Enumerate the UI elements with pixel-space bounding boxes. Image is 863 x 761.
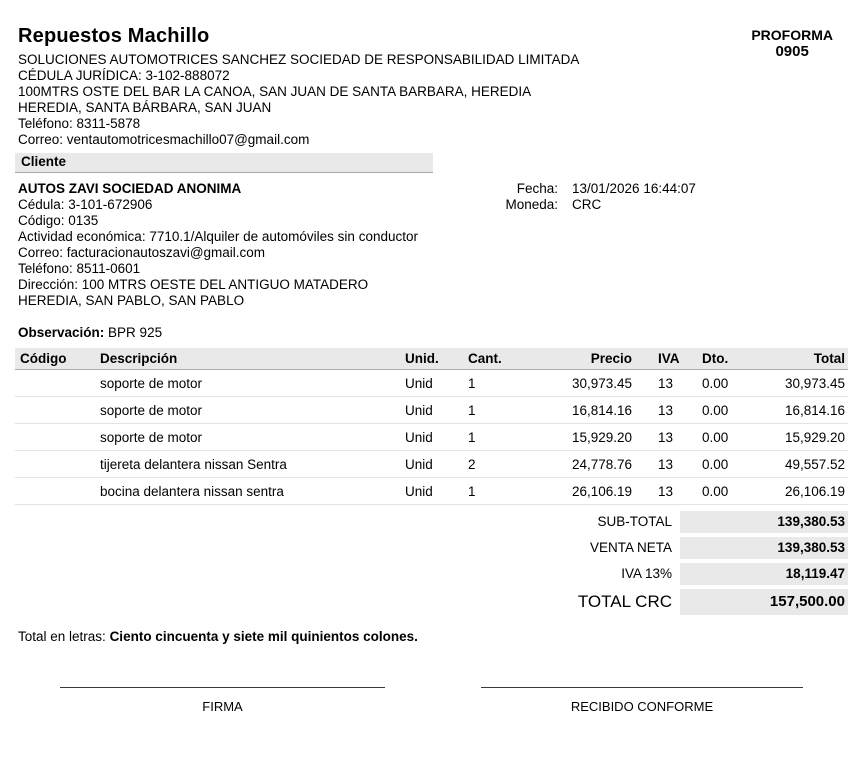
- firma-signature-line: [60, 668, 385, 688]
- subtotal-label: SUB-TOTAL: [597, 514, 672, 529]
- col-header-dto: Dto.: [702, 351, 729, 366]
- cell-dto: 0.00: [702, 402, 729, 418]
- cell-descripcion: tijereta delantera nissan Sentra: [100, 456, 287, 472]
- table-row: [15, 397, 848, 424]
- items-table: [15, 348, 848, 505]
- client-name: AUTOS ZAVI SOCIEDAD ANONIMA: [18, 181, 242, 196]
- signatures-section: [0, 668, 863, 714]
- recibido-conforme-label: RECIBIDO CONFORME: [570, 699, 714, 714]
- cell-descripcion: soporte de motor: [100, 375, 203, 391]
- proforma-box: [751, 25, 833, 148]
- observacion-value: BPR 925: [108, 325, 163, 340]
- iva-row: [15, 563, 848, 585]
- cell-iva: 13: [658, 429, 674, 445]
- cell-cant: 2: [468, 456, 476, 472]
- col-header-cant: Cant.: [468, 351, 502, 366]
- cell-cant: 1: [468, 483, 476, 499]
- cell-total: 49,557.52: [784, 456, 845, 472]
- subtotal-row: [15, 511, 848, 533]
- recibido-conforme-signature-block: [481, 668, 803, 714]
- col-header-iva: IVA: [658, 351, 680, 366]
- cell-descripcion: soporte de motor: [100, 429, 203, 445]
- firma-signature-block: [60, 668, 385, 714]
- client-codigo: Código: 0135: [18, 213, 99, 228]
- cell-iva: 13: [658, 483, 674, 499]
- moneda-label: Moneda:: [505, 197, 558, 212]
- total-en-letras-value: Ciento cincuenta y siete mil quinientos colones.: [109, 629, 418, 644]
- cell-precio: 24,778.76: [571, 456, 632, 472]
- cell-dto: 0.00: [702, 483, 729, 499]
- total-en-letras-row: [18, 629, 863, 645]
- cell-total: 26,106.19: [784, 483, 845, 499]
- cell-unid: Unid: [405, 456, 433, 472]
- items-table-header: [15, 348, 848, 370]
- client-address-2: HEREDIA, SAN PABLO, SAN PABLO: [18, 293, 245, 308]
- table-row: [15, 478, 848, 505]
- cell-total: 15,929.20: [784, 429, 845, 445]
- cell-total: 16,814.16: [784, 402, 845, 418]
- proforma-label: PROFORMA: [751, 27, 833, 43]
- cell-precio: 26,106.19: [571, 483, 632, 499]
- moneda-row: [470, 197, 696, 213]
- total-crc-row: [15, 589, 848, 615]
- company-address-2: HEREDIA, SANTA BÁRBARA, SAN JUAN: [18, 100, 272, 115]
- col-header-codigo: Código: [20, 351, 67, 366]
- fecha-row: [470, 181, 696, 197]
- iva-label: IVA 13%: [621, 566, 672, 581]
- cell-dto: 0.00: [702, 375, 729, 391]
- table-row: [15, 424, 848, 451]
- client-address-1: Dirección: 100 MTRS OESTE DEL ANTIGUO MATADERO: [18, 277, 369, 292]
- client-area: [0, 173, 863, 309]
- total-crc-label: TOTAL CRC: [577, 592, 672, 611]
- cell-unid: Unid: [405, 483, 433, 499]
- proforma-number: 0905: [775, 43, 809, 60]
- cell-dto: 0.00: [702, 456, 729, 472]
- cell-cant: 1: [468, 402, 476, 418]
- client-info: [18, 181, 863, 309]
- total-en-letras-label: Total en letras:: [18, 629, 106, 644]
- cell-cant: 1: [468, 375, 476, 391]
- cell-precio: 16,814.16: [571, 402, 632, 418]
- observacion-row: [18, 325, 863, 341]
- moneda-value: CRC: [572, 197, 602, 212]
- client-section-title: Cliente: [15, 153, 433, 173]
- cell-total: 30,973.45: [784, 375, 845, 391]
- col-header-unid: Unid.: [405, 351, 439, 366]
- client-phone: Teléfono: 8511-0601: [18, 261, 141, 276]
- cell-iva: 13: [658, 375, 674, 391]
- company-name: Repuestos Machillo: [18, 25, 210, 47]
- recibido-conforme-signature-line: [481, 668, 803, 688]
- client-email: Correo: facturacionautoszavi@gmail.com: [18, 245, 266, 260]
- cell-descripcion: bocina delantera nissan sentra: [100, 483, 284, 499]
- total-crc-value: 157,500.00: [680, 589, 848, 615]
- iva-value: 18,119.47: [680, 563, 848, 585]
- cell-unid: Unid: [405, 402, 433, 418]
- cell-dto: 0.00: [702, 429, 729, 445]
- cell-precio: 15,929.20: [571, 429, 632, 445]
- company-info: [18, 25, 579, 148]
- venta-neta-value: 139,380.53: [680, 537, 848, 559]
- company-phone: Teléfono: 8311-5878: [18, 116, 141, 131]
- cell-unid: Unid: [405, 375, 433, 391]
- company-legal-name: SOLUCIONES AUTOMOTRICES SANCHEZ SOCIEDAD DE RESPONSABILIDAD LIMITADA: [18, 52, 580, 67]
- cell-iva: 13: [658, 402, 674, 418]
- cell-cant: 1: [468, 429, 476, 445]
- company-email: Correo: ventautomotricesmachillo07@gmail.com: [18, 132, 310, 147]
- firma-label: FIRMA: [202, 699, 243, 714]
- company-cedula: CÉDULA JURÍDICA: 3-102-888072: [18, 68, 230, 83]
- invoice-meta: [470, 181, 696, 213]
- table-row: [15, 451, 848, 478]
- fecha-label: Fecha:: [516, 181, 558, 196]
- document-header: [0, 0, 863, 148]
- col-header-descripcion: Descripción: [100, 351, 178, 366]
- cell-precio: 30,973.45: [571, 375, 632, 391]
- venta-neta-label: VENTA NETA: [589, 540, 672, 555]
- cell-unid: Unid: [405, 429, 433, 445]
- cell-iva: 13: [658, 456, 674, 472]
- totals-section: [15, 511, 848, 615]
- client-actividad: Actividad económica: 7710.1/Alquiler de automóviles sin conductor: [18, 229, 418, 244]
- client-cedula: Cédula: 3-101-672906: [18, 197, 153, 212]
- col-header-precio: Precio: [590, 351, 632, 366]
- subtotal-value: 139,380.53: [680, 511, 848, 533]
- venta-neta-row: [15, 537, 848, 559]
- observacion-label: Observación:: [18, 325, 105, 340]
- company-address-1: 100MTRS OSTE DEL BAR LA CANOA, SAN JUAN DE SANTA BARBARA, HEREDIA: [18, 84, 532, 99]
- table-row: [15, 370, 848, 397]
- col-header-total: Total: [813, 351, 845, 366]
- fecha-value: 13/01/2026 16:44:07: [572, 181, 696, 196]
- cell-descripcion: soporte de motor: [100, 402, 203, 418]
